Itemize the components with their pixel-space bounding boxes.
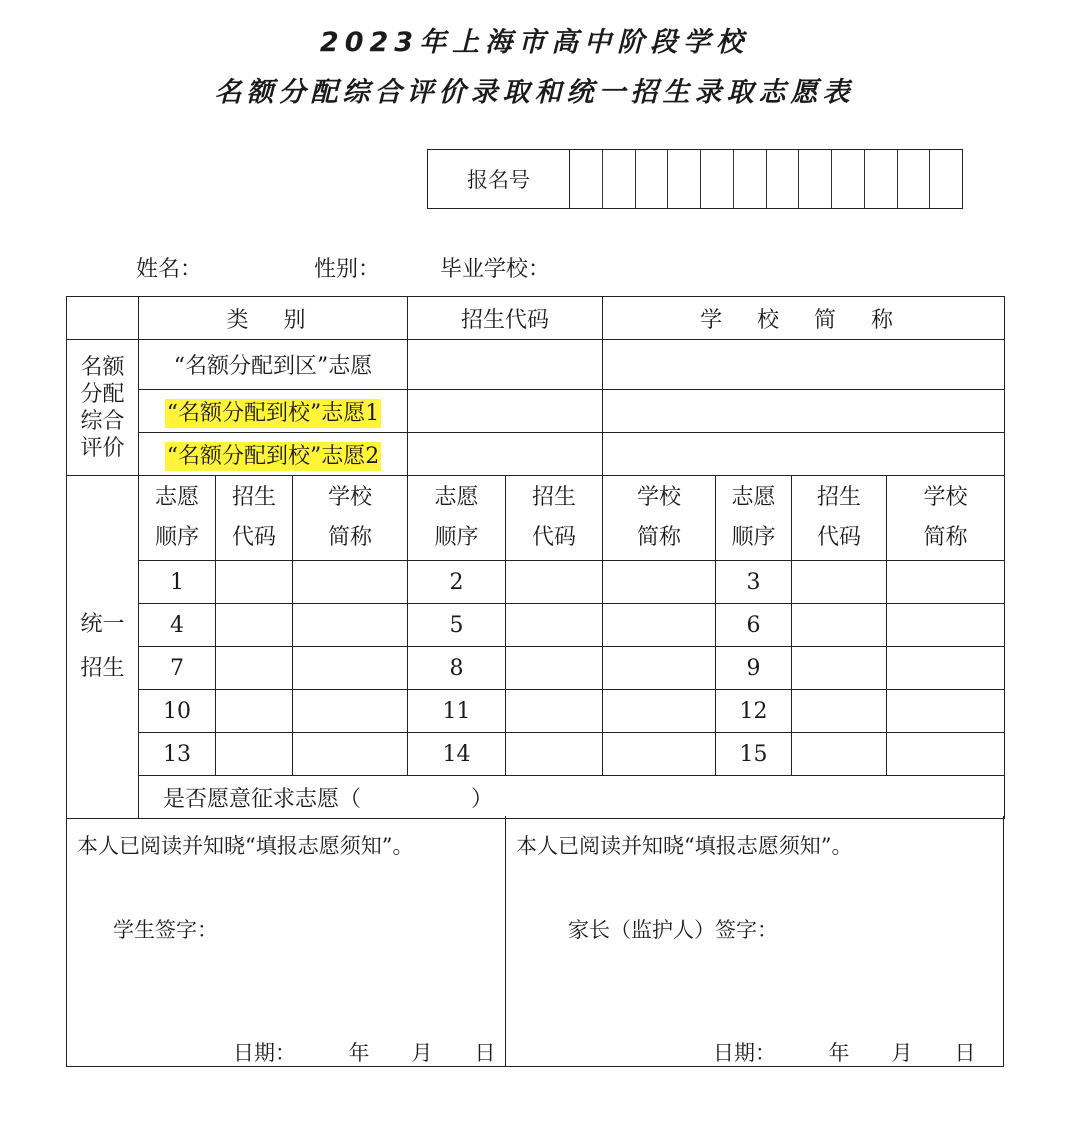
quota-school-choice-1-label (139, 390, 408, 433)
choice-order-number: 14 (408, 733, 506, 776)
quota-code-input[interactable] (408, 433, 603, 476)
registration-digit-cell[interactable] (734, 150, 767, 208)
choice-school-input[interactable] (293, 604, 408, 647)
guardian-signature-section (506, 816, 1003, 1066)
choice-code-input[interactable] (506, 733, 603, 776)
choice-code-input[interactable] (506, 561, 603, 604)
choice-order-number: 11 (408, 690, 506, 733)
quota-label-part: 综合 (80, 408, 125, 434)
choice-school-input[interactable] (603, 561, 716, 604)
registration-digit-cell[interactable] (898, 150, 931, 208)
choice-code-input[interactable] (792, 604, 887, 647)
registration-digit-cell[interactable] (603, 150, 636, 208)
choice-order-number: 15 (716, 733, 792, 776)
col-header-name (603, 476, 716, 561)
choice-school-input[interactable] (887, 733, 1005, 776)
student-date-field[interactable]: 日期： 年 月 日 (233, 1041, 496, 1065)
col-header-name-line: 简称 (328, 525, 373, 550)
col-header-order-line: 顺序 (434, 525, 479, 550)
choice-order-number: 10 (139, 690, 216, 733)
choice-school-input[interactable] (603, 733, 716, 776)
highlighted-text: “名额分配到校”志愿1 (166, 400, 380, 426)
unified-label-part: 统一 (80, 612, 125, 637)
form-title-line1: 2023年上海市高中阶段学校 (319, 27, 750, 58)
quota-school-input[interactable] (603, 433, 1005, 476)
form-title-line2: 名额分配综合评价录取和统一招生录取志愿表 (214, 77, 855, 108)
choice-order-number: 5 (408, 604, 506, 647)
col-header-order (139, 476, 216, 561)
choice-code-input[interactable] (792, 561, 887, 604)
guardian-date-field[interactable]: 日期： 年 月 日 (713, 1041, 976, 1065)
col-header-order (408, 476, 506, 561)
col-header-name (293, 476, 408, 561)
col-header-name-line: 学校 (923, 485, 968, 510)
choice-order-number: 2 (408, 561, 506, 604)
col-header-code-line: 招生 (817, 485, 862, 510)
col-header-order (716, 476, 792, 561)
quota-label-part: 评价 (80, 435, 125, 461)
choice-school-input[interactable] (293, 647, 408, 690)
gender-label: 性别： (314, 257, 381, 282)
choice-school-input[interactable] (887, 690, 1005, 733)
header-blank-cell (67, 297, 139, 340)
choice-order-number: 4 (139, 604, 216, 647)
registration-digit-cell[interactable] (930, 150, 962, 208)
quota-school-choice-2-label (139, 433, 408, 476)
choice-code-input[interactable] (216, 604, 293, 647)
col-header-order-line: 志愿 (434, 485, 479, 510)
choice-school-input[interactable] (887, 561, 1005, 604)
choice-order-number: 6 (716, 604, 792, 647)
col-header-order-line: 志愿 (731, 485, 776, 510)
col-header-code-line: 招生 (231, 485, 276, 510)
choice-order-number: 9 (716, 647, 792, 690)
registration-digit-cell[interactable] (767, 150, 800, 208)
col-header-name-line: 学校 (328, 485, 373, 510)
name-label: 姓名： (136, 257, 203, 282)
col-header-code (216, 476, 293, 561)
registration-number-box (427, 149, 963, 209)
col-header-order-line: 顺序 (731, 525, 776, 550)
header-category: 类 别 (139, 297, 408, 340)
student-signature-label[interactable]: 学生签字： (113, 918, 218, 942)
col-header-code-line: 代码 (532, 525, 577, 550)
choice-code-input[interactable] (792, 690, 887, 733)
registration-digit-cell[interactable] (865, 150, 898, 208)
choice-school-input[interactable] (887, 647, 1005, 690)
choice-code-input[interactable] (506, 690, 603, 733)
col-header-order-line: 顺序 (154, 525, 199, 550)
choice-school-input[interactable] (603, 690, 716, 733)
signature-block (66, 816, 1004, 1067)
choice-school-input[interactable] (603, 647, 716, 690)
solicit-choice-field[interactable]: 是否愿意征求志愿（ ） (139, 776, 1005, 819)
choice-code-input[interactable] (792, 733, 887, 776)
choice-school-input[interactable] (293, 733, 408, 776)
choice-order-number: 8 (408, 647, 506, 690)
choice-order-number: 12 (716, 690, 792, 733)
quota-code-input[interactable] (408, 340, 603, 390)
graduation-school-label: 毕业学校： (440, 257, 551, 282)
col-header-order-line: 志愿 (154, 485, 199, 510)
registration-digit-cell[interactable] (799, 150, 832, 208)
guardian-statement: 本人已阅读并知晓“填报志愿须知”。 (516, 834, 853, 858)
choice-school-input[interactable] (603, 604, 716, 647)
choice-code-input[interactable] (216, 647, 293, 690)
quota-district-choice-label: “名额分配到区”志愿 (139, 340, 408, 390)
choice-school-input[interactable] (887, 604, 1005, 647)
col-header-name-line: 简称 (923, 525, 968, 550)
quota-school-input[interactable] (603, 390, 1005, 433)
col-header-code-line: 招生 (532, 485, 577, 510)
guardian-signature-label[interactable]: 家长（监护人）签字： (568, 918, 778, 942)
student-statement: 本人已阅读并知晓“填报志愿须知”。 (77, 834, 414, 858)
student-signature-section (67, 816, 506, 1066)
quota-code-input[interactable] (408, 390, 603, 433)
registration-digit-cell[interactable] (668, 150, 701, 208)
unified-label-part: 招生 (80, 656, 125, 681)
choice-order-number: 7 (139, 647, 216, 690)
choice-code-input[interactable] (216, 690, 293, 733)
quota-school-input[interactable] (603, 340, 1005, 390)
col-header-code (792, 476, 887, 561)
highlighted-text: “名额分配到校”志愿2 (166, 443, 380, 469)
quota-label-part: 分配 (80, 381, 125, 407)
choice-code-input[interactable] (506, 604, 603, 647)
choice-order-number: 1 (139, 561, 216, 604)
registration-label: 报名号 (428, 150, 570, 208)
registration-digit-cell[interactable] (701, 150, 734, 208)
unified-section-label (67, 476, 139, 819)
col-header-name-line: 简称 (637, 525, 682, 550)
choice-school-input[interactable] (293, 690, 408, 733)
col-header-name-line: 学校 (637, 485, 682, 510)
quota-section-label (67, 340, 139, 476)
col-header-code-line: 代码 (231, 525, 276, 550)
col-header-code-line: 代码 (817, 525, 862, 550)
choice-order-number: 3 (716, 561, 792, 604)
registration-digit-cell[interactable] (570, 150, 603, 208)
choice-code-input[interactable] (792, 647, 887, 690)
registration-digit-cell[interactable] (832, 150, 865, 208)
application-table (66, 296, 1005, 819)
choice-code-input[interactable] (216, 733, 293, 776)
choice-order-number: 13 (139, 733, 216, 776)
col-header-code (506, 476, 603, 561)
header-enrollment-code: 招生代码 (408, 297, 603, 340)
choice-code-input[interactable] (216, 561, 293, 604)
header-school-name: 学 校 简 称 (603, 297, 1005, 340)
choice-school-input[interactable] (293, 561, 408, 604)
quota-label-part: 名额 (80, 354, 125, 380)
choice-code-input[interactable] (506, 647, 603, 690)
registration-digit-cell[interactable] (636, 150, 669, 208)
col-header-name (887, 476, 1005, 561)
